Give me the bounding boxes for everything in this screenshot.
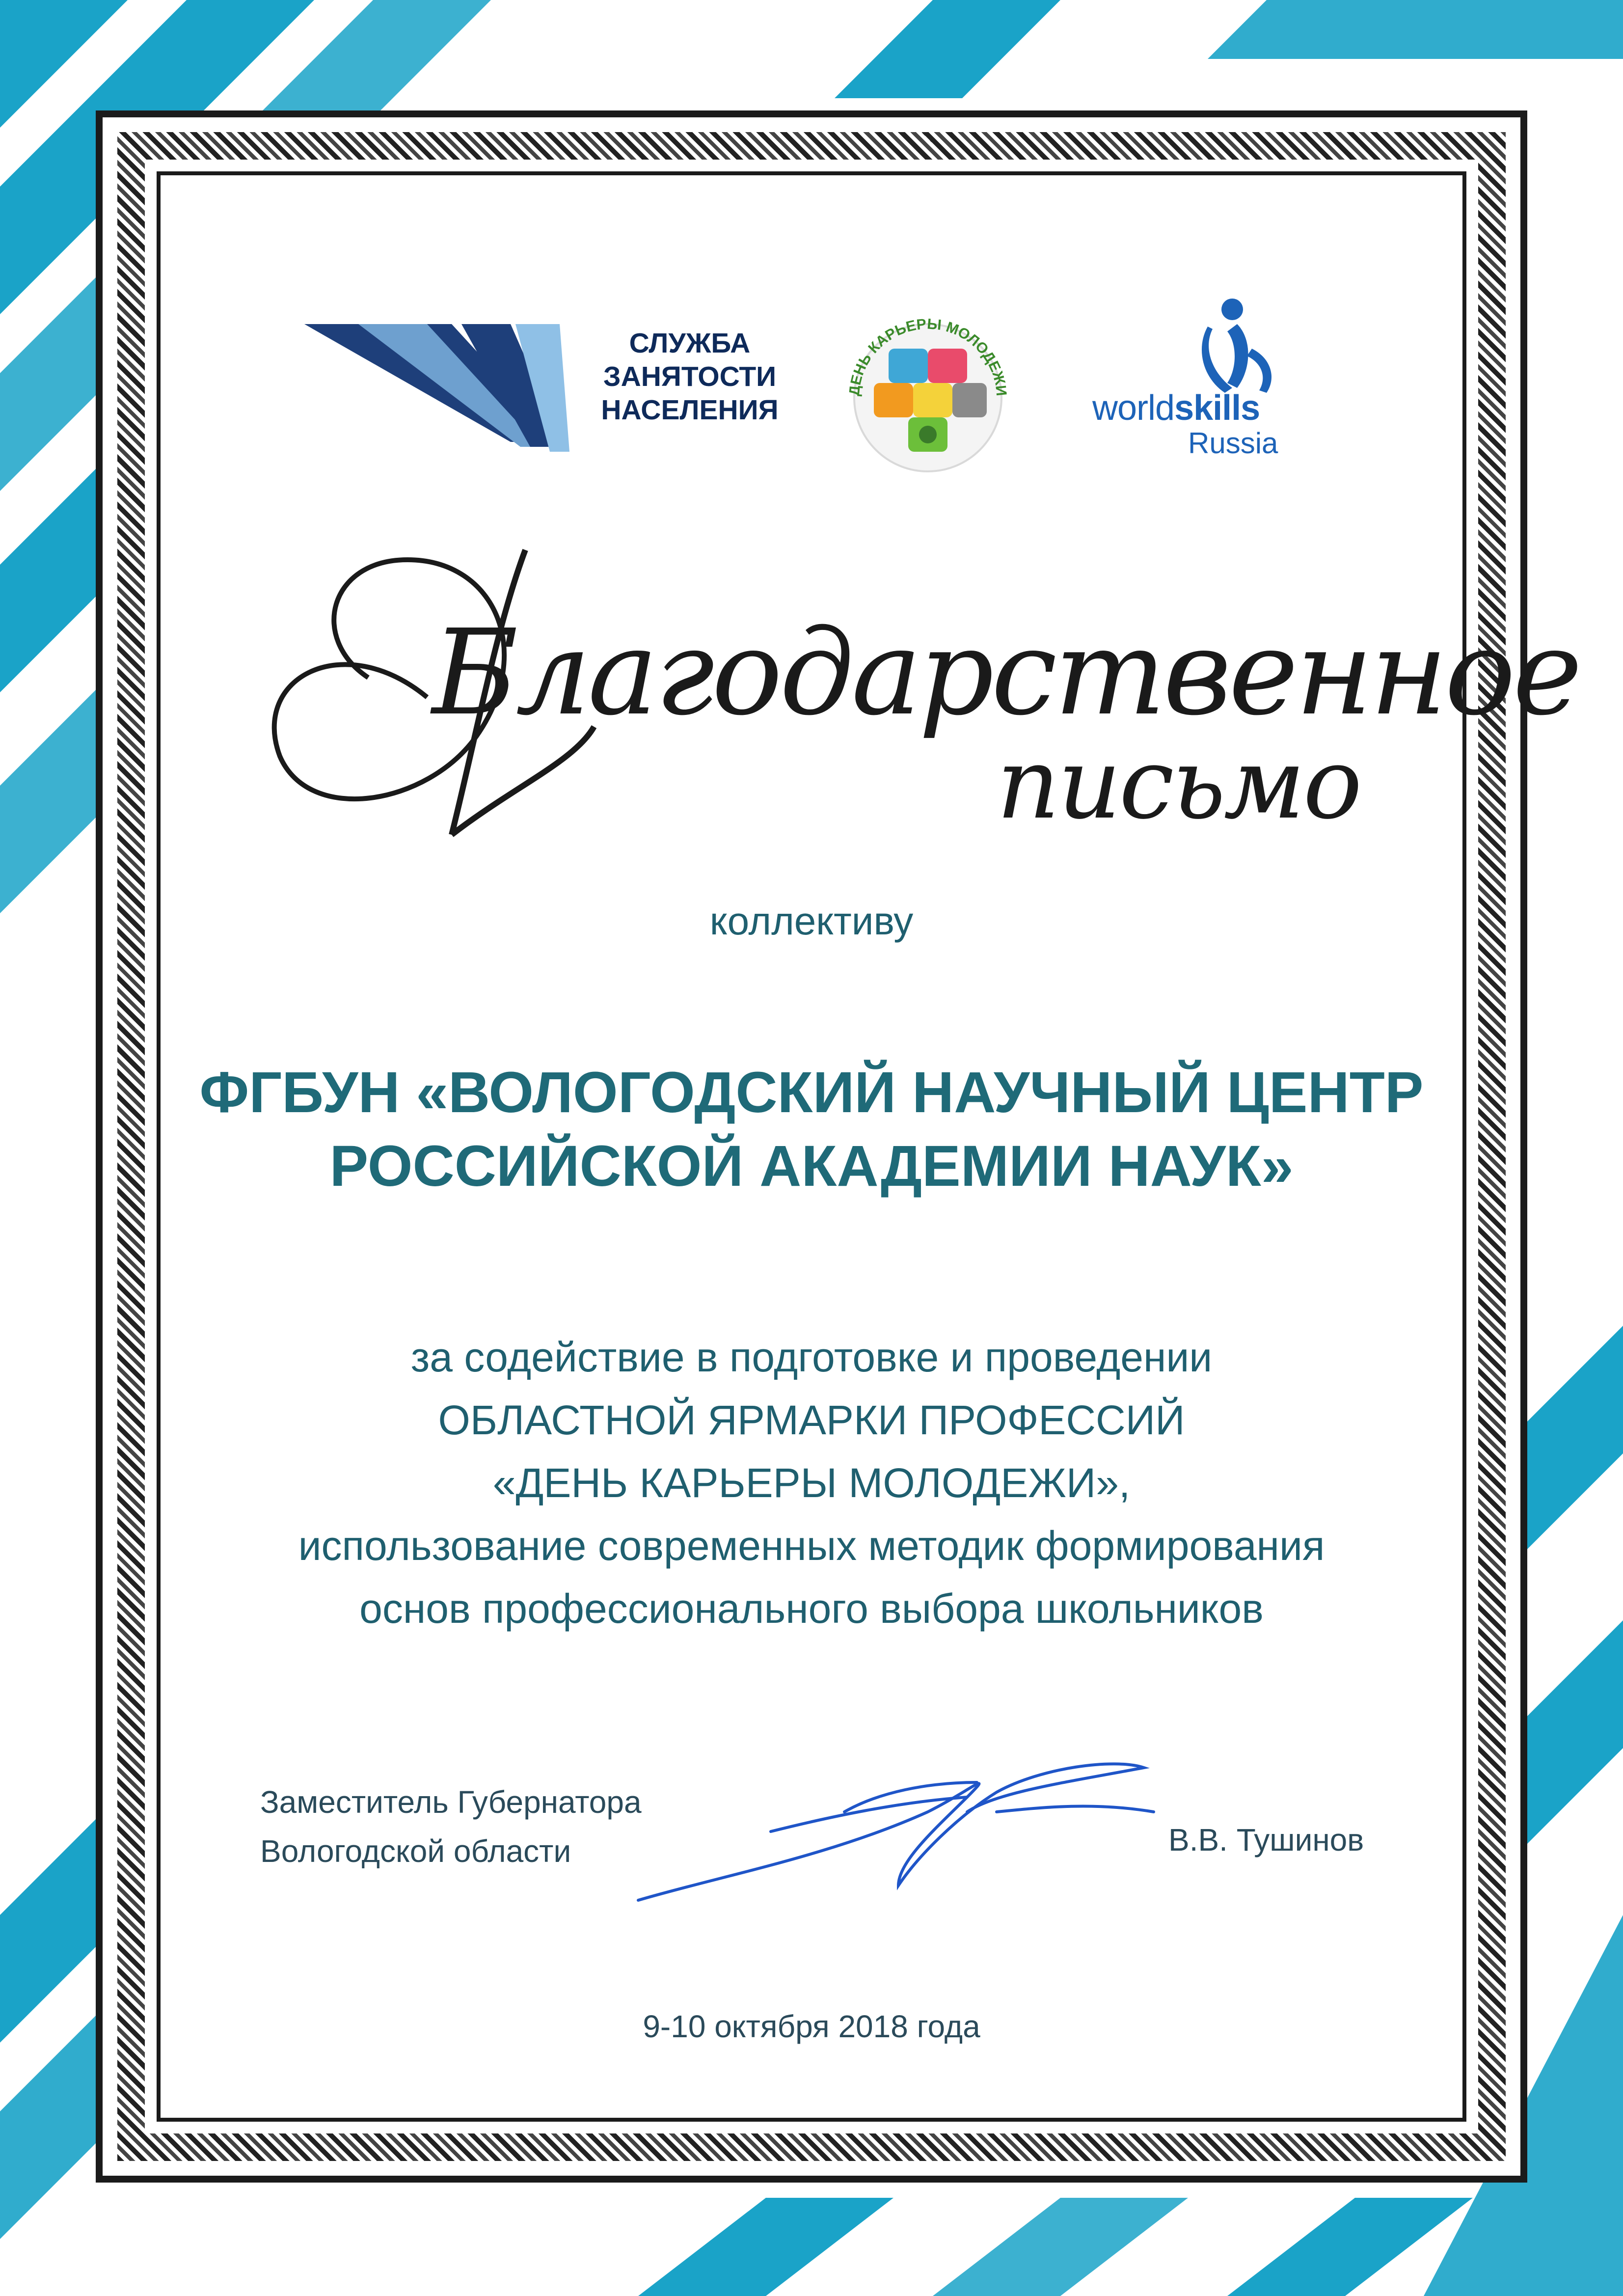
reason-line-1: за содействие в подготовке и проведении (410, 1334, 1213, 1380)
career-day-arc-text (830, 304, 1026, 481)
worldskills-russia-text: Russia (1188, 427, 1278, 460)
signatory-name: В.В. Тушинов (1168, 1822, 1364, 1858)
svg-text:ДЕНЬ КАРЬЕРЫ МОЛОДЕЖИ: ДЕНЬ КАРЬЕРЫ МОЛОДЕЖИ (846, 316, 1010, 397)
reason-line-2: ОБЛАСТНОЙ ЯРМАРКИ ПРОФЕССИЙ (438, 1397, 1185, 1443)
date: 9-10 октября 2018 года (643, 2009, 980, 2044)
reason-text (147, 1326, 1476, 1640)
title-line-2: письмо (997, 727, 1360, 841)
title-line-1: Благодарственное (432, 604, 1580, 741)
reason-line-4: использование современных методик формирования (298, 1523, 1325, 1569)
worldskills-logo-text: worldskills (1092, 388, 1260, 428)
signatory-position-line-2: Вологодской области (260, 1833, 571, 1869)
organization-name-line-1: ФГБУН «ВОЛОГОДСКИЙ НАУЧНЫЙ ЦЕНТР (199, 1060, 1424, 1125)
reason-line-5: основ профессионального выбора школьников (359, 1585, 1264, 1632)
organization-name (147, 1056, 1476, 1203)
reason-line-3: «ДЕНЬ КАРЬЕРЫ МОЛОДЕЖИ», (492, 1460, 1131, 1506)
recipient-label: коллективу (709, 899, 914, 943)
szn-logo-text: СЛУЖБА ЗАНЯТОСТИ НАСЕЛЕНИЯ (601, 328, 779, 426)
organization-name-line-2: РОССИЙСКОЙ АКАДЕМИИ НАУК» (329, 1134, 1294, 1199)
signatory-position-line-1: Заместитель Губернатора (260, 1784, 642, 1820)
handwritten-signature (623, 1738, 1163, 1935)
